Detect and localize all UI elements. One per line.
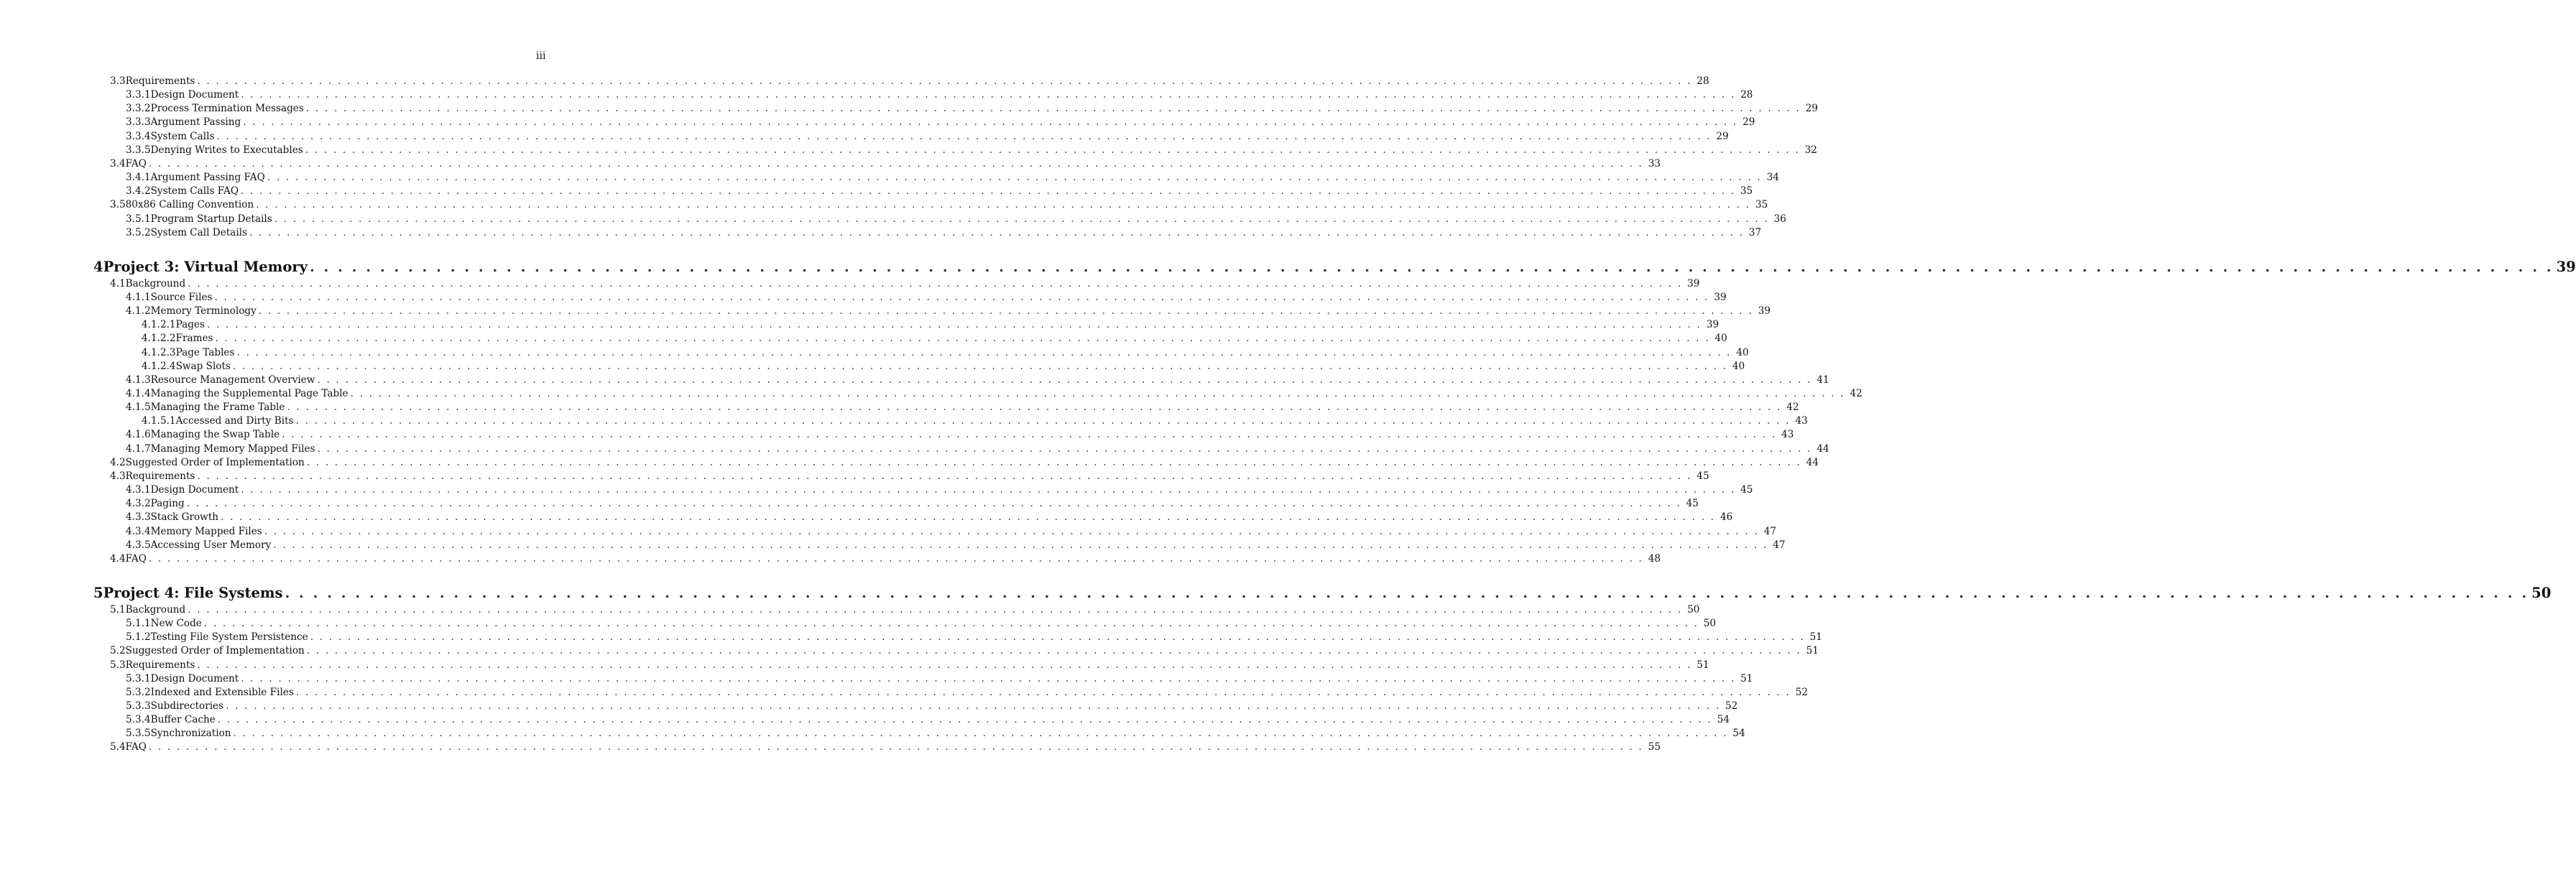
toc-entry-page: 35	[1755, 199, 1768, 211]
toc-entry[interactable]	[110, 644, 1819, 658]
toc-entry-page: 32	[1804, 144, 1817, 156]
toc-entry[interactable]	[110, 552, 1661, 566]
toc-entry[interactable]	[126, 672, 1753, 686]
toc-entry-title: Denying Writes to Executables	[150, 144, 303, 156]
toc-entry[interactable]	[126, 226, 1762, 240]
toc-entry-number: 5.3.1	[126, 672, 151, 684]
dot-leader: . . . . . . . . . . . . . . . . . . . . . . . . . . . . . . . . . . . . . . . . . . . . . . . . . . . . . . . . . . . . . . . . . . . . . . . . . . . . . . . . . . . . . . . . . . . . . . . . . . . . . . . . . . . . . . . . . . . . . . . . . . . . . . . . . . . . . . . . . . . . . . . . . . . . . . . . . . . . . . . .	[295, 415, 1791, 427]
toc-entry-page: 55	[1648, 741, 1661, 753]
toc-entry-page: 41	[1816, 373, 1829, 386]
toc-entry[interactable]	[126, 144, 1817, 157]
toc-entry-number: 3.3.5	[126, 144, 151, 156]
dot-leader: . . . . . . . . . . . . . . . . . . . . . . . . . . . . . . . . . . . . . . . . . . . . . . . . . . . . . . . . . . . . . . . . . . . . . . . . . . . . . . . . . . . . . . . . . . . . . . . . . . . . . . . . . . . . . . . . . . . . . . . . . . . . . . . . . . . . . . . . . . . . . . . . . . . . . . . . . . . . . . . .	[216, 130, 1712, 142]
dot-leader: . . . . . . . . . . . . . . . . . . . . . . . . . . . . . . . . . . . . . . . . . . . . . . . . . . . . . . . . . . . . . . . . . . . . . . . . . . . . . . . . . . . . . . . . . . . . . . . . . . . . . . . . . . . . . . . . . . . . . . . . . . . . . . . . . . . . . . . . . . . . . . . . . . . . . . . . . . . . . . . .	[214, 291, 1709, 303]
dot-leader: . . . . . . . . . . . . . . . . . . . . . . . . . . . . . . . . . . . . . . . . . . . . . . . . . . . . . . . . . . . . . . . . . . . . . . . . . . . . . . . . . . . . . . . . . . . . . . . . . . . . . . . . . . . . . . . . . . . . . . . . . . . . . . . . . . . . . . . . . . . . . . . . . . . . . . . . . . . . . . . .	[273, 539, 1768, 551]
dot-leader: . . . . . . . . . . . . . . . . . . . . . . . . . . . . . . . . . . . . . . . . . . . . . . . . . . . . . . . . . . . . . . . . . . . . . . . . . . . . . . . . . . . . . . . . . . . . . . . . . . . . . . . . . . . . . . . . . . . . . . . . . . . . . . . . . . . . . . . . . . . . . . . . . . . . . . . . . . . . . . . .	[249, 226, 1745, 238]
toc-entry-page: 39	[1714, 291, 1727, 303]
dot-leader: . . . . . . . . . . . . . . . . . . . . . . . . . . . . . . . . . . . . . . . . . . . . . . . . . . . . . . . . . . . . . . . . . . . . . . . . . . . . . . . . . . . . . . . . . . . . . . . . . . . . . . . . . . . . . . . . . . . . . . . . . . . . . . . . . . . . . . . . . . . . . . . . . . . . . . . . . . . . . . . .	[233, 728, 1728, 740]
toc-entry-number: 4.1.4	[126, 388, 151, 399]
toc-entry-title: Requirements	[125, 659, 195, 671]
toc-entry-page: 54	[1717, 714, 1730, 726]
toc-entry[interactable]	[142, 414, 1808, 428]
toc-entry-page: 40	[1714, 333, 1727, 345]
toc-entry-title: FAQ	[125, 157, 147, 170]
toc-entry[interactable]	[126, 617, 1717, 631]
dot-leader: . . . . . . . . . . . . . . . . . . . . . . . . . . . . . . . . . . . . . . . . . . . . . . . . . . . . . . . . . . . . . . . . . . . . . . . . . . . . . . . . . . . . . . . . . . . . . . . . . . . . . . . . . . . . . . . . . . . . . . . . . . . . . . . . . . . . . . . . . . . . . . . . . . . . . . . . . . . . . . . .	[241, 484, 1736, 496]
toc-entry-number: 4.1	[110, 277, 126, 289]
toc-entry-title: System Calls FAQ	[150, 185, 239, 198]
dot-leader: . . . . . . . . . . . . . . . . . . . . . . . . . . . . . . . . . . . . . . . . . . . . . . . . . . . . . . . . . . . . . . . . . . . . . . . . . . . . . . . . . . . . . . . . . . . . . . . . . . . . . . . . . . . . . . . . . . . . . . . . . . . . . . . . . . . . . . . . . . . . . . . . . . . . . . . . . . . . . . . .	[197, 75, 1692, 87]
toc-entry-number: 4.3.5	[126, 539, 151, 551]
toc-entry-title: Background	[125, 277, 186, 289]
dot-leader: . . . . . . . . . . . . . . . . . . . . . . . . . . . . . . . . . . . . . . . . . . . . . . . . . . . . . . . . . . . . . . . . . . . . . . . . . . . . . . . . . . . . . . . . . . . . . . . . . . . . . . . . . . . . . . . . . . . . . . . . . . . . . . . . . . . . . . . . . . . . . . . . . . . . . . . . . . . . . . . .	[295, 686, 1791, 698]
toc-entry-page: 43	[1781, 429, 1794, 441]
toc-entry-title: Frames	[175, 333, 213, 345]
dot-leader: . . . . . . . . . . . . . . . . . . . . . . . . . . . . . . . . . . . . . . . . . . . . . . . . . . . . . . . . . . . . . . . . . . . . . . . . . . . . . . . . . . . . . . . . . . . . . . . . . . . . . . . . . . . . . . . . . . . . . . . . . . . . . . . . . . . . . . . . . . . . . . . . . . . . . . . . . . . . . . . .	[282, 429, 1777, 441]
toc-entry-title: Accessing User Memory	[150, 539, 272, 551]
toc-entry-number: 3.3.1	[126, 89, 151, 101]
toc-entry-page: 44	[1816, 442, 1829, 455]
toc-entry-number: 3.3	[110, 75, 126, 87]
toc-entry-page: 50	[2531, 584, 2552, 601]
toc-entry[interactable]	[126, 686, 1809, 700]
toc-entry-number: 4.1.2.3	[142, 346, 176, 358]
toc-entry[interactable]	[126, 511, 1733, 524]
toc-entry[interactable]	[110, 198, 1768, 212]
toc-entry[interactable]	[110, 75, 1709, 88]
dot-leader: . . . . . . . . . . . . . . . . . . . . . . . . . . . . . . . . . . . . . . . . . . . . . . . . . . . . . . . . . . . . . . . . . . . . . . . . . . . . . . . . . . . . . . . . . . . . . . . . . . . . . . . . . . . . . . . . . . . . . . . . . . . . . . . . . . . . . . . . . . . . . . . . . . . . . . . . . . . . . . . .	[243, 116, 1738, 129]
toc-entry-number: 4.3.1	[126, 484, 151, 496]
toc-entry-page: 36	[1773, 213, 1786, 225]
dot-leader: . . . . . . . . . . . . . . . . . . . . . . . . . . . . . . . . . . . . . . . . . . . . . . . . . . . . . . . . . . . . . . . . . . . . . . . . . . . . . . . . . . . . . . . . . . . . . . . . . . . . . . . . . . . . . . . . . . . . . . . . . . . . . . . . . . . . . . . . . . . . . . . . . . . . . . . . . . . . . . . .	[317, 373, 1812, 386]
toc-entry-page: 45	[1740, 484, 1753, 496]
toc-entry[interactable]	[142, 346, 1749, 360]
toc-chapter-entry[interactable]	[93, 258, 2576, 277]
toc-entry-number: 4.3.2	[126, 498, 151, 510]
toc-entry[interactable]	[110, 456, 1819, 470]
dot-leader: . . . . . . . . . . . . . . . . . . . . . . . . . . . . . . . . . . . . . . . . . . . . . . . . . . . . . . . . . . . . . . . . . . . . . . . . . . . . . . . . . . . . . . . . . . . . . . . . . . . . . . . . . . . . . . . . . . . . . . . . . . . . . . . . . . . . . . . . . . . . . . . . . . . . . . . . . . . . . . . .	[305, 103, 1801, 115]
toc-entry-page: 37	[1748, 226, 1762, 238]
toc-entry[interactable]	[126, 185, 1753, 198]
toc-entry-number: 4.2	[110, 456, 126, 468]
dot-leader: . . . . . . . . . . . . . . . . . . . . . . . . . . . . . . . . . . . . . . . . . . . . . . . . . . . . . . . . . . . . . . . . . . . . . . . . . . . . . . . . . . . . . . . . . . . . . . . . . . . . . . . . . . . . . . . . . . . . . . . . . . . . . . . . . . . . . . . . . . . . . . . . . . . . . . . . . . . . . . . .	[232, 360, 1728, 372]
toc-entry-title: Pages	[175, 319, 205, 331]
toc-entry[interactable]	[126, 387, 1862, 401]
dot-leader: . . . . . . . . . . . . . . . . . . . . . . . . . . . . . . . . . . . . . . . . . . . . . . . . . . . . . . . . . . . . . . . . . . . . . . . . . . . . . . . . . . . . . . . . . . . . . . . . . . . . . . . . . . . . . . . . . . . . . . . . . . . . . . . . . . . . . . . . . . . . . . . . . . . . . . . . . . . . . . . .	[306, 456, 1801, 468]
toc-entry-number: 5.1.1	[126, 618, 151, 630]
toc-entry-title: Indexed and Extensible Files	[150, 686, 294, 698]
toc-entry-page: 29	[1742, 116, 1755, 129]
dot-leader: . . . . . . . . . . . . . . . . . . . . . . . . . . . . . . . . . . . . . . . . . . . . . . . . . . . . . . . . . . . . . . . . . . . . . . . . . . . . . . . . . . . . . . . . . . . . . . . . . . . . . . . . . . . . . . . . . . . . . . . . . . . . . . . . . . . . . . . . . . . . . . . . . . . . . . . . . . . . . . . .	[236, 346, 1732, 358]
toc-entry-number: 3.4.1	[126, 172, 151, 184]
dot-leader: . . . . . . . . . . . . . . . . . . . . . . . . . . . . . . . . . . . . . . . . . . . . . . . . . . . . . . . . . . . . . . . . . . . . . . . . . . . . . . . . . . . . . . . . . . . . . . . . . . . . . . . . . . . . . . . . . . . . . . . . . . . . . . . . . . . . . . . . . . . . . . . . . . . . . . . . . . . . . . . .	[148, 157, 1644, 170]
toc-entry-title: Accessed and Dirty Bits	[175, 415, 294, 427]
toc-entry[interactable]	[126, 401, 1799, 414]
toc-entry-title: Subdirectories	[150, 700, 224, 712]
toc-entry[interactable]	[126, 130, 1729, 144]
toc-entry-title: Background	[125, 603, 186, 616]
toc-entry[interactable]	[126, 713, 1730, 727]
toc-entry[interactable]	[142, 318, 1719, 332]
toc-entry-title: Suggested Order of Implementation	[125, 645, 305, 657]
toc-entry-title: Requirements	[125, 470, 195, 482]
dot-leader: . . . . . . . . . . . . . . . . . . . . . . . . . . . . . . . . . . . . . . . . . . . . . . . . . . . . . . . . . . . . . . . . . . . . . . . . . . . . . . . . . . . . . . . . . . . . . . . . . . . . . . . . . . . . . . . . . . . . . . . . . . . . . . . . . . . . . . . . . . . . . . . . . . . . . . . . . . . . . . . .	[306, 645, 1801, 657]
toc-entry-number: 4.1.5	[126, 401, 151, 414]
toc-entry-number: 5.2	[110, 645, 126, 657]
dot-leader: . . . . . . . . . . . . . . . . . . . . . . . . . . . . . . . . . . . . . . . . . . . . . . . . . . . . . . . . . . . . . . . . . . . . . . . . . . . . . . . . . . . . . . . . . . . . . . . . . . . . . . . . . . . . . . . . . . . . . . . . . . . . . . . . . . . . . . . . . . . . . . . . . . . . . . . . . . . . . . . .	[310, 631, 1805, 644]
toc-entry-page: 42	[1786, 401, 1799, 414]
toc-entry-page: 34	[1766, 172, 1779, 184]
toc-entry[interactable]	[110, 277, 1700, 291]
toc-entry-title: Source Files	[150, 291, 213, 303]
dot-leader: . . . . . . . . . . . . . . . . . . . . . . . . . . . . . . . . . . . . . . . . . . . . . . . . . . . . . . . . . . . . . . . . . . . . . . . . . . . . . . . . . . . . . . . . . . . . . . . . . . . . . . . . . . . . . . . . . . . . . . . . . . . . . . . . . . . . . . . . . . . . . . . . . . . . . . . . . . . . . . . .	[226, 700, 1721, 712]
toc-entry-title: Buffer Cache	[150, 714, 216, 726]
toc-entry-page: 29	[1805, 103, 1819, 115]
toc-entry-number: 4.3	[110, 470, 126, 482]
toc-entry-title: Design Document	[150, 89, 239, 101]
toc-entry[interactable]	[110, 157, 1661, 171]
dot-leader: . . . . . . . . . . . . . . . . . . . . . . . . . . . . . . . . . . . . . . . . . . . . . . . . . . . . . . . . . . . . . . . . . . . . . . . . . . . . . . . . . . . . . . . . . . . . . . . . . . . . . . . . . . . . . . . . . . . . . . . . . . . . . . . . . . . . . . . . . . . . . . . . . . . . . . . . . . . . . . . .	[188, 603, 1683, 616]
toc-entry-title: Resource Management Overview	[150, 373, 315, 386]
dot-leader: . . . . . . . . . . . . . . . . . . . . . . . . . . . . . . . . . . . . . . . . . . . . . . . . . . . . . . . . . . . . . . . . . . . . . . . . . . . . . . . . . . . . . . . . . . . . . . . . . . . . . . . . . . . . . . . . . . . . . . . . . . . . . . . . . . . . . . . . . . . . . . . . . . . . . . . . . . . . . . . .	[285, 584, 2529, 601]
dot-leader: . . . . . . . . . . . . . . . . . . . . . . . . . . . . . . . . . . . . . . . . . . . . . . . . . . . . . . . . . . . . . . . . . . . . . . . . . . . . . . . . . . . . . . . . . . . . . . . . . . . . . . . . . . . . . . . . . . . . . . . . . . . . . . . . . . . . . . . . . . . . . . . . . . . . . . . . . . . . . . . .	[241, 672, 1736, 684]
toc-entry-number: 5.3.3	[126, 700, 151, 712]
toc-entry-title: Memory Terminology	[150, 305, 257, 317]
toc-entry[interactable]	[142, 332, 1727, 345]
toc-entry-page: 28	[1740, 89, 1753, 101]
toc-entry-title: Managing Memory Mapped Files	[150, 442, 315, 455]
dot-leader: . . . . . . . . . . . . . . . . . . . . . . . . . . . . . . . . . . . . . . . . . . . . . . . . . . . . . . . . . . . . . . . . . . . . . . . . . . . . . . . . . . . . . . . . . . . . . . . . . . . . . . . . . . . . . . . . . . . . . . . . . . . . . . . . . . . . . . . . . . . . . . . . . . . . . . . . . . . . . . . .	[148, 552, 1644, 565]
toc-entry-number: 4.1.3	[126, 373, 151, 386]
toc-entry-number: 4.1.1	[126, 291, 151, 303]
toc-entry[interactable]	[126, 428, 1794, 442]
toc-entry-number: 3.4.2	[126, 185, 151, 198]
toc-entry-title: System Call Details	[150, 226, 247, 238]
dot-leader: . . . . . . . . . . . . . . . . . . . . . . . . . . . . . . . . . . . . . . . . . . . . . . . . . . . . . . . . . . . . . . . . . . . . . . . . . . . . . . . . . . . . . . . . . . . . . . . . . . . . . . . . . . . . . . . . . . . . . . . . . . . . . . . . . . . . . . . . . . . . . . . . . . . . . . . . . . . . . . . .	[267, 172, 1762, 184]
dot-leader: . . . . . . . . . . . . . . . . . . . . . . . . . . . . . . . . . . . . . . . . . . . . . . . . . . . . . . . . . . . . . . . . . . . . . . . . . . . . . . . . . . . . . . . . . . . . . . . . . . . . . . . . . . . . . . . . . . . . . . . . . . . . . . . . . . . . . . . . . . . . . . . . . . . . . . . . . . . . . . . .	[264, 525, 1759, 537]
dot-leader: . . . . . . . . . . . . . . . . . . . . . . . . . . . . . . . . . . . . . . . . . . . . . . . . . . . . . . . . . . . . . . . . . . . . . . . . . . . . . . . . . . . . . . . . . . . . . . . . . . . . . . . . . . . . . . . . . . . . . . . . . . . . . . . . . . . . . . . . . . . . . . . . . . . . . . . . . . . . . . . .	[258, 305, 1753, 317]
toc-entry-number: 4.4	[110, 552, 126, 565]
toc-entry-title: Process Termination Messages	[150, 103, 304, 115]
toc-entry[interactable]	[126, 539, 1786, 552]
toc-entry-page: 43	[1795, 415, 1808, 427]
toc-entry-title: Project 4: File Systems	[103, 584, 283, 601]
toc-entry-title: Managing the Supplemental Page Table	[150, 388, 348, 399]
toc-entry-number: 5.3.4	[126, 714, 151, 726]
toc-entry-number: 4.1.6	[126, 429, 151, 441]
toc-entry-number: 3.3.2	[126, 103, 151, 115]
toc-entry-title: Project 3: Virtual Memory	[103, 258, 308, 275]
dot-leader: . . . . . . . . . . . . . . . . . . . . . . . . . . . . . . . . . . . . . . . . . . . . . . . . . . . . . . . . . . . . . . . . . . . . . . . . . . . . . . . . . . . . . . . . . . . . . . . . . . . . . . . . . . . . . . . . . . . . . . . . . . . . . . . . . . . . . . . . . . . . . . . . . . . . . . . . . . . . . . . .	[241, 185, 1736, 198]
toc-entry-number: 5.3.5	[126, 728, 151, 740]
toc-entry-number: 3.5.2	[126, 226, 151, 238]
toc-entry-number: 3.5	[110, 199, 126, 211]
toc-entry-page: 51	[1809, 631, 1822, 644]
toc-entry-title: FAQ	[125, 552, 147, 565]
toc-entry-title: Program Startup Details	[150, 213, 272, 225]
toc-entry[interactable]	[142, 360, 1745, 373]
toc-entry-page: 42	[1850, 388, 1862, 399]
toc-entry-page: 39	[1706, 319, 1719, 331]
toc-entry-page: 45	[1696, 470, 1709, 482]
toc-entry-number: 5.1	[110, 603, 126, 616]
dot-leader: . . . . . . . . . . . . . . . . . . . . . . . . . . . . . . . . . . . . . . . . . . . . . . . . . . . . . . . . . . . . . . . . . . . . . . . . . . . . . . . . . . . . . . . . . . . . . . . . . . . . . . . . . . . . . . . . . . . . . . . . . . . . . . . . . . . . . . . . . . . . . . . . . . . . . . . . . . . . . . . .	[206, 319, 1702, 331]
toc-entry-title: FAQ	[125, 741, 147, 753]
toc-entry-title: Design Document	[150, 484, 239, 496]
toc-entry-number: 4.1.5.1	[142, 415, 176, 427]
dot-leader: . . . . . . . . . . . . . . . . . . . . . . . . . . . . . . . . . . . . . . . . . . . . . . . . . . . . . . . . . . . . . . . . . . . . . . . . . . . . . . . . . . . . . . . . . . . . . . . . . . . . . . . . . . . . . . . . . . . . . . . . . . . . . . . . . . . . . . . . . . . . . . . . . . . . . . . . . . . . . . . .	[221, 511, 1716, 524]
toc-entry-title: Page Tables	[175, 346, 235, 358]
toc-entry-number: 4.1.2.1	[142, 319, 176, 331]
dot-leader: . . . . . . . . . . . . . . . . . . . . . . . . . . . . . . . . . . . . . . . . . . . . . . . . . . . . . . . . . . . . . . . . . . . . . . . . . . . . . . . . . . . . . . . . . . . . . . . . . . . . . . . . . . . . . . . . . . . . . . . . . . . . . . . . . . . . . . . . . . . . . . . . . . . . . . . . . . . . . . . .	[350, 388, 1845, 399]
toc-entry-page: 28	[1696, 75, 1709, 87]
toc-entry-page: 52	[1725, 700, 1738, 712]
toc-entry-page: 29	[1716, 130, 1729, 142]
toc-entry[interactable]	[126, 171, 1779, 185]
toc-entry[interactable]	[126, 631, 1822, 644]
dot-leader: . . . . . . . . . . . . . . . . . . . . . . . . . . . . . . . . . . . . . . . . . . . . . . . . . . . . . . . . . . . . . . . . . . . . . . . . . . . . . . . . . . . . . . . . . . . . . . . . . . . . . . . . . . . . . . . . . . . . . . . . . . . . . . . . . . . . . . . . . . . . . . . . . . . . . . . . . . . . . . . .	[309, 258, 2554, 275]
dot-leader: . . . . . . . . . . . . . . . . . . . . . . . . . . . . . . . . . . . . . . . . . . . . . . . . . . . . . . . . . . . . . . . . . . . . . . . . . . . . . . . . . . . . . . . . . . . . . . . . . . . . . . . . . . . . . . . . . . . . . . . . . . . . . . . . . . . . . . . . . . . . . . . . . . . . . . . . . . . . . . . .	[317, 442, 1812, 455]
toc-entry-number: 5.1.2	[126, 631, 151, 644]
toc-entry-number: 3.3.3	[126, 116, 151, 129]
page-number: iii	[536, 50, 546, 62]
toc-entry-page: 39	[2556, 258, 2576, 275]
toc-entry[interactable]	[126, 727, 1745, 741]
toc-entry-page: 45	[1686, 498, 1699, 510]
toc-entry-title: Requirements	[125, 75, 195, 87]
toc-entry-page: 54	[1732, 728, 1745, 740]
toc-entry[interactable]	[110, 470, 1709, 483]
toc-entry-page: 48	[1648, 552, 1661, 565]
toc-entry-title: Memory Mapped Files	[150, 525, 262, 537]
toc-entry-page: 50	[1703, 618, 1717, 630]
toc-entry-title: Synchronization	[150, 728, 231, 740]
toc-entry-page: 39	[1687, 277, 1700, 289]
toc-chapter-entry[interactable]	[93, 584, 2552, 603]
toc-entry-title: New Code	[150, 618, 202, 630]
toc-entry-page: 40	[1732, 360, 1745, 372]
dot-leader: . . . . . . . . . . . . . . . . . . . . . . . . . . . . . . . . . . . . . . . . . . . . . . . . . . . . . . . . . . . . . . . . . . . . . . . . . . . . . . . . . . . . . . . . . . . . . . . . . . . . . . . . . . . . . . . . . . . . . . . . . . . . . . . . . . . . . . . . . . . . . . . . . . . . . . . . . . . . . . . .	[186, 498, 1681, 510]
toc-entry[interactable]	[126, 497, 1699, 511]
dot-leader: . . . . . . . . . . . . . . . . . . . . . . . . . . . . . . . . . . . . . . . . . . . . . . . . . . . . . . . . . . . . . . . . . . . . . . . . . . . . . . . . . . . . . . . . . . . . . . . . . . . . . . . . . . . . . . . . . . . . . . . . . . . . . . . . . . . . . . . . . . . . . . . . . . . . . . . . . . . . . . . .	[241, 89, 1736, 101]
toc-entry-number: 5.3	[110, 659, 126, 671]
toc-entry-title: System Calls	[150, 130, 215, 142]
dot-leader: . . . . . . . . . . . . . . . . . . . . . . . . . . . . . . . . . . . . . . . . . . . . . . . . . . . . . . . . . . . . . . . . . . . . . . . . . . . . . . . . . . . . . . . . . . . . . . . . . . . . . . . . . . . . . . . . . . . . . . . . . . . . . . . . . . . . . . . . . . . . . . . . . . . . . . . . . . . . . . . .	[215, 333, 1710, 345]
toc-entry-page: 46	[1719, 511, 1733, 524]
toc-entry-page: 40	[1736, 346, 1749, 358]
toc-entry-title: Argument Passing	[150, 116, 241, 129]
dot-leader: . . . . . . . . . . . . . . . . . . . . . . . . . . . . . . . . . . . . . . . . . . . . . . . . . . . . . . . . . . . . . . . . . . . . . . . . . . . . . . . . . . . . . . . . . . . . . . . . . . . . . . . . . . . . . . . . . . . . . . . . . . . . . . . . . . . . . . . . . . . . . . . . . . . . . . . . . . . . . . . .	[217, 714, 1712, 726]
toc-entry-number: 4.3.4	[126, 525, 151, 537]
toc-entry-page: 33	[1648, 157, 1661, 170]
dot-leader: . . . . . . . . . . . . . . . . . . . . . . . . . . . . . . . . . . . . . . . . . . . . . . . . . . . . . . . . . . . . . . . . . . . . . . . . . . . . . . . . . . . . . . . . . . . . . . . . . . . . . . . . . . . . . . . . . . . . . . . . . . . . . . . . . . . . . . . . . . . . . . . . . . . . . . . . . . . . . . . .	[197, 659, 1692, 671]
toc-entry-number: 4.1.2	[126, 305, 151, 317]
toc-entry[interactable]	[126, 291, 1727, 305]
toc-entry[interactable]	[110, 741, 1661, 754]
toc-entry[interactable]	[110, 659, 1709, 672]
toc-entry-number: 4	[93, 258, 103, 275]
toc-entry-title: Managing the Frame Table	[150, 401, 285, 414]
toc-entry-number: 4.3.3	[126, 511, 151, 524]
toc-entry-title: Testing File System Persistence	[150, 631, 308, 644]
toc-entry-page: 35	[1740, 185, 1753, 198]
toc-entry-title: Suggested Order of Implementation	[125, 456, 305, 468]
toc-entry-page: 44	[1806, 456, 1819, 468]
toc-entry-title: Swap Slots	[175, 360, 231, 372]
toc-entry[interactable]	[126, 213, 1786, 226]
toc-entry-page: 47	[1773, 539, 1786, 551]
dot-leader: . . . . . . . . . . . . . . . . . . . . . . . . . . . . . . . . . . . . . . . . . . . . . . . . . . . . . . . . . . . . . . . . . . . . . . . . . . . . . . . . . . . . . . . . . . . . . . . . . . . . . . . . . . . . . . . . . . . . . . . . . . . . . . . . . . . . . . . . . . . . . . . . . . . . . . . . . . . . . . . .	[274, 213, 1769, 225]
toc-entry[interactable]	[126, 442, 1829, 456]
toc-entry-number: 3.5.1	[126, 213, 151, 225]
toc-entry-title: 80x86 Calling Convention	[125, 199, 254, 211]
toc-entry-title: Managing the Swap Table	[150, 429, 280, 441]
toc-entry-number: 4.1.2.2	[142, 333, 176, 345]
toc-entry-number: 5.3.2	[126, 686, 151, 698]
toc-entry[interactable]	[126, 700, 1738, 713]
dot-leader: . . . . . . . . . . . . . . . . . . . . . . . . . . . . . . . . . . . . . . . . . . . . . . . . . . . . . . . . . . . . . . . . . . . . . . . . . . . . . . . . . . . . . . . . . . . . . . . . . . . . . . . . . . . . . . . . . . . . . . . . . . . . . . . . . . . . . . . . . . . . . . . . . . . . . . . . . . . . . . . .	[305, 144, 1800, 156]
toc-entry-page: 47	[1763, 525, 1776, 537]
toc-entry-page: 52	[1795, 686, 1809, 698]
toc-entry-number: 3.4	[110, 157, 126, 170]
dot-leader: . . . . . . . . . . . . . . . . . . . . . . . . . . . . . . . . . . . . . . . . . . . . . . . . . . . . . . . . . . . . . . . . . . . . . . . . . . . . . . . . . . . . . . . . . . . . . . . . . . . . . . . . . . . . . . . . . . . . . . . . . . . . . . . . . . . . . . . . . . . . . . . . . . . . . . . . . . . . . . . .	[256, 199, 1751, 211]
toc-entry-page: 51	[1740, 672, 1753, 684]
toc-entry-page: 50	[1687, 603, 1700, 616]
dot-leader: . . . . . . . . . . . . . . . . . . . . . . . . . . . . . . . . . . . . . . . . . . . . . . . . . . . . . . . . . . . . . . . . . . . . . . . . . . . . . . . . . . . . . . . . . . . . . . . . . . . . . . . . . . . . . . . . . . . . . . . . . . . . . . . . . . . . . . . . . . . . . . . . . . . . . . . . . . . . . . . .	[197, 470, 1692, 482]
toc-entry[interactable]	[126, 88, 1753, 102]
toc-entry-page: 51	[1696, 659, 1709, 671]
toc-entry[interactable]	[126, 102, 1819, 116]
toc-entry-number: 3.3.4	[126, 130, 151, 142]
toc-entry[interactable]	[126, 305, 1771, 318]
toc-entry-title: Stack Growth	[150, 511, 219, 524]
toc-entry[interactable]	[110, 603, 1700, 617]
toc-entry-number: 5.4	[110, 741, 126, 753]
toc-entry-title: Argument Passing FAQ	[150, 172, 265, 184]
toc-entry[interactable]	[126, 116, 1755, 129]
toc-entry[interactable]	[126, 483, 1753, 497]
toc-entry[interactable]	[126, 525, 1776, 539]
toc-entry-number: 4.1.7	[126, 442, 151, 455]
toc-entry-page: 51	[1806, 645, 1819, 657]
dot-leader: . . . . . . . . . . . . . . . . . . . . . . . . . . . . . . . . . . . . . . . . . . . . . . . . . . . . . . . . . . . . . . . . . . . . . . . . . . . . . . . . . . . . . . . . . . . . . . . . . . . . . . . . . . . . . . . . . . . . . . . . . . . . . . . . . . . . . . . . . . . . . . . . . . . . . . . . . . . . . . . .	[148, 741, 1644, 753]
toc-entry-title: Design Document	[150, 672, 239, 684]
toc-entry-number: 5	[93, 584, 103, 601]
toc-entry-number: 4.1.2.4	[142, 360, 176, 372]
dot-leader: . . . . . . . . . . . . . . . . . . . . . . . . . . . . . . . . . . . . . . . . . . . . . . . . . . . . . . . . . . . . . . . . . . . . . . . . . . . . . . . . . . . . . . . . . . . . . . . . . . . . . . . . . . . . . . . . . . . . . . . . . . . . . . . . . . . . . . . . . . . . . . . . . . . . . . . . . . . . . . . .	[188, 277, 1683, 289]
toc-entry[interactable]	[126, 373, 1829, 387]
toc-entry-page: 39	[1758, 305, 1771, 317]
toc-entry-title: Paging	[150, 498, 185, 510]
dot-leader: . . . . . . . . . . . . . . . . . . . . . . . . . . . . . . . . . . . . . . . . . . . . . . . . . . . . . . . . . . . . . . . . . . . . . . . . . . . . . . . . . . . . . . . . . . . . . . . . . . . . . . . . . . . . . . . . . . . . . . . . . . . . . . . . . . . . . . . . . . . . . . . . . . . . . . . . . . . . . . . .	[287, 401, 1782, 414]
dot-leader: . . . . . . . . . . . . . . . . . . . . . . . . . . . . . . . . . . . . . . . . . . . . . . . . . . . . . . . . . . . . . . . . . . . . . . . . . . . . . . . . . . . . . . . . . . . . . . . . . . . . . . . . . . . . . . . . . . . . . . . . . . . . . . . . . . . . . . . . . . . . . . . . . . . . . . . . . . . . . . . .	[203, 618, 1699, 630]
